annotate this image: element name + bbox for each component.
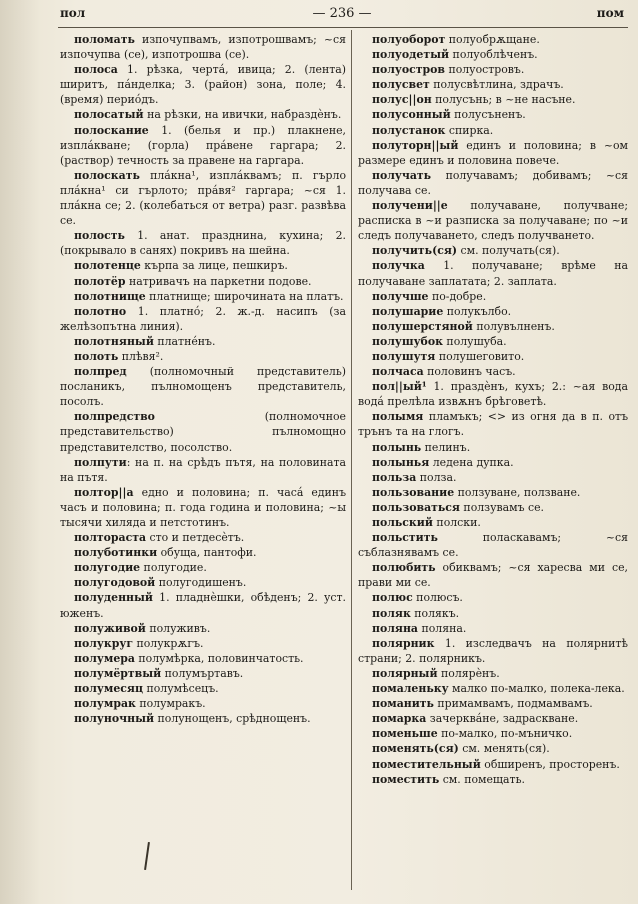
entry-headword: помарка [372, 712, 427, 726]
entry-headword: полукруг [74, 636, 134, 650]
entry-definition: полски. [432, 516, 481, 529]
entry-definition: полугодие. [140, 561, 207, 575]
entry-definition: полуживъ. [145, 621, 211, 635]
entry-definition: 1. пладнѐшки, обѣденъ; 2. уст. юженъ. [60, 591, 346, 620]
entry-definition: единъ и половина; в ~ом размере единъ и половина повече. [358, 138, 628, 167]
dictionary-entry [358, 515, 628, 530]
entry-headword: полоть [74, 349, 119, 363]
entry-headword: полпред [74, 365, 127, 379]
entry-definition: полунощенъ, срѣднощенъ. [154, 712, 311, 726]
entry-definition: на рѣзки, на ивички, набраздѐнъ. [143, 108, 342, 122]
entry-headword: полчаса [372, 365, 424, 379]
entry-definition: поляна. [418, 621, 467, 635]
dictionary-entry [358, 379, 628, 409]
entry-headword: полушутя [372, 349, 436, 363]
dictionary-entry [358, 621, 628, 636]
entry-definition: полякъ. [410, 606, 460, 620]
entry-headword: полпредство [74, 410, 155, 424]
dictionary-entry [60, 304, 346, 334]
entry-definition: получавамъ; добивамъ; ~ся получава се. [358, 168, 628, 197]
entry-headword: полусонный [372, 108, 451, 122]
dictionary-entry [60, 485, 346, 530]
entry-headword: полынья [372, 455, 430, 469]
dictionary-entry [60, 666, 346, 681]
entry-definition: изпочупвамъ, изпотрошвамъ; ~ся изпочупва (се), изпотрошва (се). [60, 33, 346, 62]
entry-definition: половинъ часъ. [423, 365, 516, 379]
entry-definition: см. менять(ся). [458, 742, 550, 756]
entry-definition: едно и половина; п. часá единъ часъ и половина; п. года година и половина; ~ы тысячи хилядa и петстотинъ. [60, 485, 346, 529]
entry-headword: полоскать [74, 168, 140, 182]
dictionary-entry [358, 696, 628, 711]
dictionary-entry [358, 92, 628, 107]
dictionary-entry [60, 455, 346, 485]
entry-headword: поменьше [372, 727, 438, 741]
entry-definition: 1. получаване; врѣме на получаване заплатата; 2. заплата. [358, 259, 628, 288]
entry-definition: 1. анат. празднина, кухина; 2. (покрывало в санях) покривъ на шейна. [60, 229, 346, 258]
column-divider [351, 30, 352, 890]
entry-definition: плѣвя². [118, 349, 164, 363]
entry-definition: малко по-малко, полека-лека. [448, 682, 625, 696]
entry-definition: : на п. на срѣдъ пътя, на половината на пътя. [60, 455, 346, 484]
entry-headword: полуоборот [372, 33, 446, 46]
entry-definition: полусъненъ. [450, 108, 526, 122]
header-rule [58, 27, 628, 28]
dictionary-entry [358, 772, 628, 787]
dictionary-entry [60, 409, 346, 454]
entry-definition: спирка. [445, 123, 494, 137]
dictionary-entry [60, 590, 346, 620]
header-right-guideword: пом [596, 6, 624, 20]
entry-definition: полувълненъ. [472, 319, 555, 333]
right-column [358, 32, 628, 787]
entry-definition: полушеговито. [435, 349, 525, 363]
dictionary-entry [358, 107, 628, 122]
entry-headword: полосатый [74, 108, 144, 122]
entry-headword: полуночный [74, 712, 155, 726]
entry-headword: полумрак [74, 697, 136, 711]
entry-definition: см. помещать. [439, 772, 525, 786]
entry-definition: ползуване, ползване. [454, 485, 581, 499]
entry-headword: полушубок [372, 334, 443, 348]
entry-headword: помаленьку [372, 682, 449, 696]
dictionary-entry [60, 168, 346, 228]
entry-headword: полугодовой [74, 576, 156, 590]
dictionary-entry [358, 32, 628, 47]
dictionary-entry [60, 636, 346, 651]
entry-definition: платнéнъ. [153, 334, 216, 348]
entry-definition: (полномочное представительство) пълномощно представителство, посолство. [60, 410, 346, 454]
entry-definition: 1. (белья и пр.) плакнене, изплáкване; (горла) прáвене гаргара; 2. (раствор) течность за правене на гаргара. [60, 123, 346, 167]
entry-headword: полтор||а [74, 485, 134, 499]
dictionary-entry [358, 590, 628, 605]
dictionary-entry [60, 696, 346, 711]
dictionary-entry [358, 606, 628, 621]
dictionary-entry [60, 228, 346, 258]
entry-headword: поломать [74, 33, 135, 46]
dictionary-entry [60, 530, 346, 545]
entry-headword: полюс [372, 591, 413, 605]
entry-definition: полумъртавъ. [161, 666, 244, 680]
entry-headword: полумера [74, 651, 135, 665]
entry-headword: полусвет [372, 78, 430, 92]
entry-headword: получать [372, 168, 432, 182]
entry-headword: полоскание [74, 123, 149, 137]
header-left-guideword: пол [60, 6, 86, 20]
dictionary-entry [60, 334, 346, 349]
dictionary-entry [358, 455, 628, 470]
entry-headword: полушарие [372, 304, 444, 318]
entry-headword: пользоваться [372, 500, 460, 514]
entry-headword: пользование [372, 485, 455, 499]
entry-definition: полуостровъ. [444, 63, 525, 77]
entry-definition: полукрѫгъ. [133, 636, 204, 650]
dictionary-entry [60, 62, 346, 107]
dictionary-entry [358, 440, 628, 455]
dictionary-entry [358, 500, 628, 515]
dictionary-entry [358, 319, 628, 334]
page-header [60, 6, 624, 26]
entry-headword: полуостров [372, 63, 445, 77]
dictionary-entry [60, 681, 346, 696]
dictionary-entry [358, 168, 628, 198]
entry-definition: по-малко, по-мъничко. [437, 727, 573, 741]
entry-definition: примамвамъ, подмамвамъ. [433, 697, 593, 711]
entry-definition: полюсъ. [412, 591, 463, 605]
entry-definition: кърпа за лице, пешкиръ. [140, 259, 288, 273]
entry-headword: полустанок [372, 123, 446, 137]
entry-headword: полярный [372, 666, 438, 680]
entry-headword: получени||е [372, 199, 448, 213]
entry-headword: поменять(ся) [372, 742, 459, 756]
entry-definition: 1. праздѐнъ, кухъ; 2.: ~ая вода водá прелѣла извѫнъ брѣговетѣ. [358, 380, 628, 409]
dictionary-entry [60, 258, 346, 273]
entry-headword: полымя [372, 410, 424, 424]
entry-definition: ледена дупка. [429, 455, 514, 469]
entry-definition: платнище; широчината на платъ. [145, 289, 344, 303]
entry-headword: полотенце [74, 259, 141, 273]
entry-definition: пелинъ. [421, 440, 471, 454]
entry-headword: получка [372, 259, 425, 273]
entry-headword: поляк [372, 606, 411, 620]
entry-definition: полза. [416, 470, 457, 484]
entry-headword: полынь [372, 440, 422, 454]
entry-definition: по-добре. [428, 289, 487, 303]
dictionary-entry [358, 138, 628, 168]
entry-headword: польский [372, 516, 433, 529]
entry-headword: полотёр [74, 274, 126, 288]
dictionary-entry [60, 274, 346, 289]
dictionary-entry [60, 107, 346, 122]
entry-definition: полярѐнъ. [437, 666, 500, 680]
entry-headword: полотно [74, 304, 127, 318]
entry-headword: поместительный [372, 757, 481, 771]
dictionary-entry [60, 560, 346, 575]
dictionary-entry [358, 636, 628, 666]
entry-definition: натривачъ на паркетни подове. [125, 274, 312, 288]
dictionary-entry [60, 711, 346, 726]
entry-headword: полпути [74, 455, 127, 469]
entry-definition: см. получать(ся). [457, 244, 560, 258]
dictionary-entry [60, 123, 346, 168]
entry-headword: польза [372, 470, 417, 484]
entry-headword: полотняный [74, 334, 154, 348]
entry-headword: получить(ся) [372, 244, 458, 258]
entry-definition: полумѣсецъ. [143, 682, 219, 696]
entry-headword: получше [372, 289, 429, 303]
dictionary-entry [358, 243, 628, 258]
entry-headword: полус||он [372, 93, 432, 107]
entry-headword: пол||ый¹ [372, 380, 427, 394]
dictionary-entry [358, 364, 628, 379]
dictionary-entry [358, 123, 628, 138]
entry-definition: полукълбо. [443, 304, 512, 318]
dictionary-entry [358, 334, 628, 349]
entry-definition: 1. изследвачъ на полярнитѣ страни; 2. полярникъ. [358, 636, 628, 665]
entry-definition: 1. рѣзка, чертá, ивица; 2. (лента) шиpитъ, пáнделка; 3. (район) зона, полe; 4. (время) периóдъ. [60, 63, 346, 107]
entry-headword: полотнище [74, 289, 146, 303]
dictionary-entry [358, 47, 628, 62]
dictionary-entry [358, 666, 628, 681]
entry-headword: полушерстяной [372, 319, 473, 333]
entry-headword: полость [74, 229, 125, 243]
entry-headword: поляна [372, 621, 418, 635]
entry-definition: полуоблѣченъ. [449, 48, 538, 62]
entry-definition: полуобрѫщане. [445, 33, 540, 46]
entry-headword: поместить [372, 772, 440, 786]
entry-definition: пламъкъ; <> из огня да в п. отъ трънъ та на глогъ. [358, 410, 628, 439]
entry-definition: полугодишенъ. [155, 576, 247, 590]
entry-definition: плáкна¹, изплáквамъ; п. гърло плáкна¹ си гърлото; прáвя² гаргара; ~ся 1. плáкна се; 2. (колебаться от ветра) разг. развѣва се. [60, 168, 346, 228]
entry-headword: полуодетый [372, 48, 450, 62]
entry-headword: полумёртвый [74, 666, 162, 680]
dictionary-entry [358, 560, 628, 590]
dictionary-entry [60, 651, 346, 666]
dictionary-entry [60, 32, 346, 62]
dictionary-entry [358, 77, 628, 92]
entry-headword: полюбить [372, 561, 436, 575]
dictionary-entry [358, 198, 628, 243]
entry-definition: полусвѣтлина, здрачъ. [429, 78, 564, 92]
dictionary-entry [358, 349, 628, 364]
dictionary-entry [358, 258, 628, 288]
entry-definition: полумѣрка, половинчатость. [134, 651, 304, 665]
pen-mark [144, 842, 150, 870]
dictionary-entry [358, 485, 628, 500]
dictionary-entry [358, 741, 628, 756]
left-column [60, 32, 346, 726]
entry-definition: обиквамъ; ~ся харесва ми се, прави ми се. [358, 561, 628, 590]
entry-definition: обуща, пантофи. [157, 546, 257, 560]
dictionary-entry [358, 470, 628, 485]
entry-definition: поласкавамъ; ~ся съблазнявамъ се. [358, 531, 628, 560]
entry-definition: (полномочный представитель) посланикъ, пълномощенъ представитель, посолъ. [60, 365, 346, 409]
entry-headword: полугодие [74, 561, 141, 575]
dictionary-entry [358, 304, 628, 319]
dictionary-entry [60, 575, 346, 590]
dictionary-entry [60, 545, 346, 560]
entry-headword: поманить [372, 697, 434, 711]
entry-headword: полоса [74, 63, 118, 77]
dictionary-entry [60, 364, 346, 409]
dictionary-entry [358, 409, 628, 439]
entry-definition: зачерквáне, задраскване. [426, 712, 579, 726]
entry-definition: полусънь; в ~не насъне. [431, 93, 576, 107]
dictionary-entry [60, 621, 346, 636]
dictionary-entry [60, 349, 346, 364]
entry-definition: полумракъ. [135, 697, 206, 711]
entry-definition: обширенъ, просторенъ. [480, 757, 620, 771]
dictionary-entry [358, 681, 628, 696]
entry-headword: полуживой [74, 621, 146, 635]
dictionary-entry [358, 530, 628, 560]
dictionary-entry [358, 711, 628, 726]
entry-definition: 1. платнó; 2. ж.-д. насипъ (за желѣзопътна линия). [60, 304, 346, 333]
entry-headword: полуботинки [74, 546, 158, 560]
page-number: — 236 — [312, 6, 372, 21]
entry-headword: полтораста [74, 531, 147, 545]
entry-definition: ползувамъ се. [459, 500, 545, 514]
entry-headword: полумесяц [74, 682, 143, 696]
entry-headword: польстить [372, 531, 438, 545]
entry-definition: получаване, получване; расписка в ~и разписка за получаване; по ~и следъ получаването, следъ получването. [358, 199, 628, 243]
page-crease-shadow [0, 0, 40, 904]
entry-definition: полушуба. [442, 334, 507, 348]
entry-definition: сто и петдесѐтъ. [146, 531, 245, 545]
dictionary-entry [60, 289, 346, 304]
entry-headword: полуторн||ый [372, 138, 459, 152]
dictionary-entry [358, 726, 628, 741]
dictionary-entry [358, 757, 628, 772]
dictionary-entry [358, 62, 628, 77]
entry-headword: полярник [372, 636, 435, 650]
dictionary-entry [358, 289, 628, 304]
entry-headword: полуденный [74, 591, 154, 605]
